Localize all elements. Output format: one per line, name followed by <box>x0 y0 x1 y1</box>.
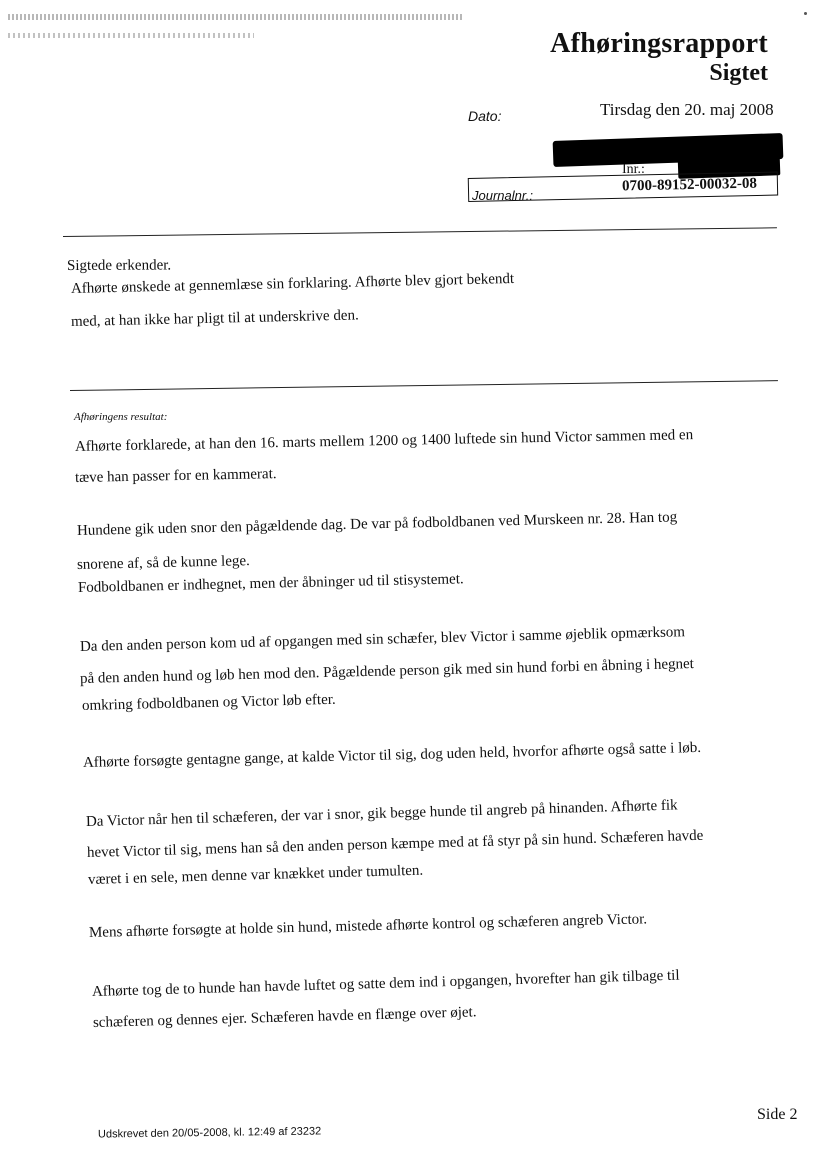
report-title: Afhøringsrapport <box>550 28 768 59</box>
date-value: Tirsdag den 20. maj 2008 <box>600 100 774 119</box>
result-line: Fodboldbanen er indhegnet, men der åbninger ud til stisystemet. <box>77 571 464 596</box>
divider <box>70 380 778 391</box>
result-line: på den anden hund og løb hen mod den. Pågældende person gik med sin hund forbi en åbning i hegnet <box>79 655 695 687</box>
result-line: Afhørte forklarede, at han den 16. marts mellem 1200 og 1400 luftede sin hund Victor sammen med en <box>74 427 694 455</box>
print-footer: Udskrevet den 20/05-2008, kl. 12:49 af 23232 <box>97 1125 322 1141</box>
page-number: Side 2 <box>757 1106 798 1123</box>
result-line: schæferen og dennes ejer. Schæferen havde en flænge over øjet. <box>92 1004 477 1031</box>
inr-label: Inr.: <box>622 162 645 177</box>
section-label: Afhøringens resultat: <box>74 411 168 423</box>
result-line: Afhørte forsøgte gentagne gange, at kalde Victor til sig, dog uden held, hvorfor afhørte også satte i løb. <box>82 739 702 771</box>
divider <box>63 227 777 237</box>
result-line: hevet Victor til sig, mens han så den anden person kæmpe med at få styr på sin hund. Schæferen havde <box>86 827 704 861</box>
result-line: været i en sele, men denne var knækket under tumulten. <box>87 862 424 888</box>
result-line: Afhørte tog de to hunde han havde luftet og satte dem ind i opgangen, hvorefter han gik tilbage til <box>91 967 680 1000</box>
result-line: Mens afhørte forsøgte at holde sin hund, mistede afhørte kontrol og schæferen angreb Victor. <box>88 911 648 941</box>
journal-number: 0700-89152-00032-08 <box>621 175 758 195</box>
scan-artifact <box>804 12 807 15</box>
result-line: Hundene gik uden snor den pågældende dag. De var på fodboldbanen ved Murskeen nr. 28. Han tog <box>76 509 678 539</box>
intro-line: Sigtede erkender. <box>66 257 172 274</box>
intro-line: med, at han ikke har pligt til at underskrive den. <box>70 307 359 330</box>
result-line: omkring fodboldbanen og Victor løb efter. <box>81 691 336 714</box>
result-line: Da Victor når hen til schæferen, der var i snor, gik begge hunde til angreb på hinanden. Afhørte fik <box>85 797 678 830</box>
date-label: Dato: <box>468 108 502 124</box>
journal-label: Journalnr.: <box>472 188 533 203</box>
scan-artifact <box>8 14 464 20</box>
result-line: snorene af, så de kunne lege. <box>76 553 250 573</box>
report-subtitle: Sigtet <box>709 60 768 86</box>
result-line: Da den anden person kom ud af opgangen med sin schæfer, blev Victor i samme øjeblik opmærksom <box>79 624 686 655</box>
scan-artifact <box>8 33 254 38</box>
result-line: tæve han passer for en kammerat. <box>74 466 277 486</box>
intro-line: Afhørte ønskede at gennemlæse sin forklaring. Afhørte blev gjort bekendt <box>70 270 515 297</box>
